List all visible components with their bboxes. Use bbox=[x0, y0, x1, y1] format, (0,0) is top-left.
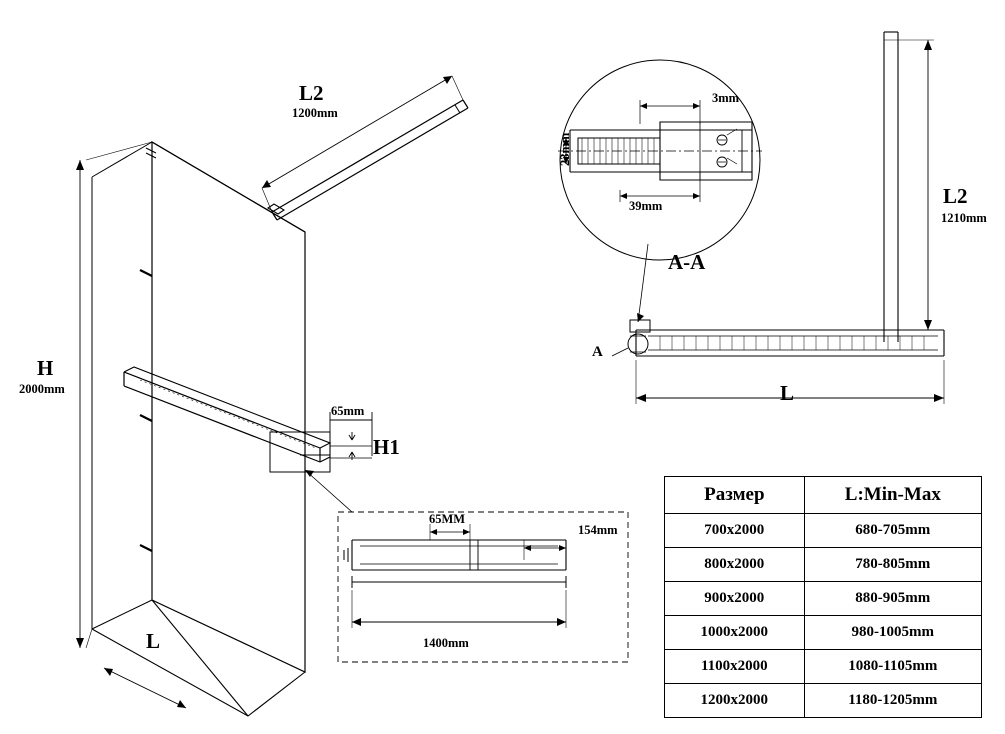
label-l2-main: L2 bbox=[299, 81, 324, 105]
table-cell-range: 680-705mm bbox=[804, 514, 981, 548]
table-cell-range: 880-905mm bbox=[804, 582, 981, 616]
size-table bbox=[664, 476, 982, 718]
label-h1: H1 bbox=[373, 435, 400, 459]
table-cell-range: 1080-1105mm bbox=[804, 650, 981, 684]
label-l2-main-value: 1200mm bbox=[292, 106, 338, 120]
label-h-value: 2000mm bbox=[19, 382, 65, 396]
label-plan-l: L bbox=[780, 381, 795, 405]
label-l-front: L bbox=[146, 629, 161, 653]
label-65mm-bottom: 65MM bbox=[429, 512, 466, 526]
label-top-l2: L2 bbox=[943, 184, 968, 208]
table-row bbox=[665, 582, 982, 616]
table-cell-size: 1200x2000 bbox=[665, 684, 805, 718]
table-cell-size: 900x2000 bbox=[665, 582, 805, 616]
label-23mm: 23mm bbox=[558, 132, 572, 166]
label-1400mm: 1400mm bbox=[423, 636, 469, 650]
table-cell-size: 1100x2000 bbox=[665, 650, 805, 684]
table-cell-size: 800x2000 bbox=[665, 548, 805, 582]
table-cell-range: 1180-1205mm bbox=[804, 684, 981, 718]
table-cell-size: 1000x2000 bbox=[665, 616, 805, 650]
label-65mm: 65mm bbox=[331, 404, 365, 418]
isometric-panel-view bbox=[76, 76, 468, 716]
table-cell-size: 700x2000 bbox=[665, 514, 805, 548]
table-row bbox=[665, 650, 982, 684]
label-section-point-a: A bbox=[592, 344, 603, 360]
table-cell-range: 980-1005mm bbox=[804, 616, 981, 650]
label-section-a-a: A-A bbox=[668, 250, 706, 274]
label-39mm: 39mm bbox=[629, 199, 663, 213]
table-header-lminmax: L:Min-Max bbox=[804, 477, 981, 514]
table-row bbox=[665, 684, 982, 718]
plan-view-right bbox=[612, 32, 944, 404]
table-cell-range: 780-805mm bbox=[804, 548, 981, 582]
table-row bbox=[665, 616, 982, 650]
table-row bbox=[665, 514, 982, 548]
table-row bbox=[665, 548, 982, 582]
table-header-row bbox=[665, 477, 982, 514]
label-h: H bbox=[37, 356, 54, 380]
label-154mm: 154mm bbox=[578, 523, 618, 537]
table-header-size: Размер bbox=[665, 477, 805, 514]
label-top-l2-value: 1210mm bbox=[941, 211, 987, 225]
label-3mm: 3mm bbox=[712, 91, 740, 105]
